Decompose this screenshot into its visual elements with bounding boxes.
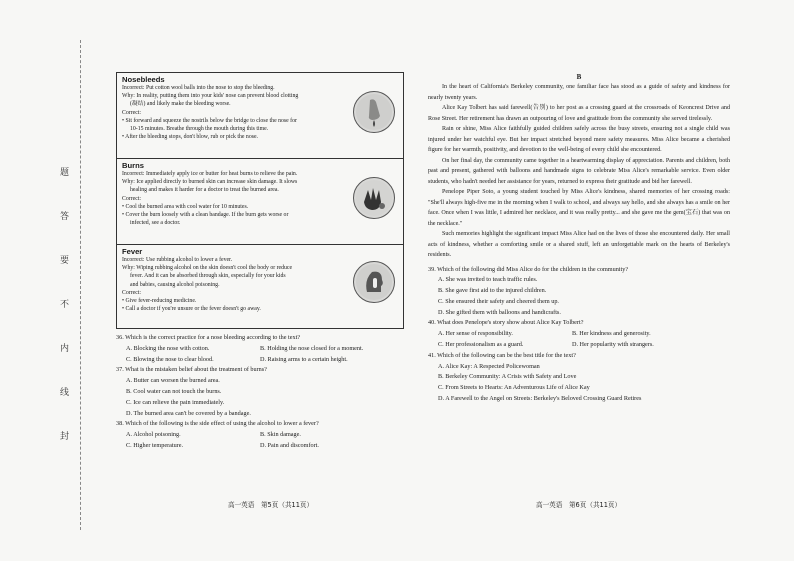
answer-option: A. Butter can worsen the burned area. <box>126 377 220 385</box>
section-line: • Cool the burned area with cool water for 10 minutes. <box>122 203 249 210</box>
answer-option: D. Raising arms to a certain height. <box>260 355 348 363</box>
question-stem: 38. Which of the following is the side effect of using the alcohol to lower a fever? <box>116 420 319 428</box>
binding-glyph: 答 <box>60 212 70 222</box>
section-title: Nosebleeds <box>122 75 165 84</box>
page-footer-left: 高一英语 第5页（共11页） <box>228 501 314 509</box>
binding-margin <box>58 40 102 530</box>
answer-option: A. Alcohol poisoning. <box>126 431 181 439</box>
answer-option: B. She gave first aid to the injured children. <box>438 287 547 295</box>
binding-glyph: 线 <box>60 388 70 398</box>
answer-option: B. Skin damage. <box>260 431 301 439</box>
binding-glyph: 题 <box>60 168 70 178</box>
answer-option: B. Holding the nose closed for a moment. <box>260 344 364 352</box>
answer-option: A. She was invited to teach traffic rules. <box>438 276 538 284</box>
section-line: • Call a doctor if you're unsure or the fever doesn't go away. <box>122 306 261 313</box>
section-fever <box>117 245 403 328</box>
question-stem: 36. Which is the correct practice for a nose bleeding according to the text? <box>116 334 301 341</box>
answer-option: B. Cool water can not touch the burns. <box>126 387 222 395</box>
answer-option: D. Her popularity with strangers. <box>572 341 654 349</box>
option-row <box>116 344 404 355</box>
answer-option: C. Ice can relieve the pain immediately. <box>126 398 225 406</box>
passage-paragraph: Rain or shine, Miss Alice faithfully guided children safely across the busy streets, ensuring not a single child was injured under her watchful eye. But her impact stretched beyond mere safety measures. Miss Alice became a cherished figure for her warmth, positivity, and devotion to the well-being of every child she encountered. <box>428 126 730 153</box>
question-stem: 40. What does Penelope's story show about Alice Kay Tolbert? <box>428 319 584 327</box>
burn-hand-icon <box>353 177 395 219</box>
section-body <box>122 170 344 227</box>
section-line: healing and makes it harder for a doctor to treat the burned area. <box>130 187 279 194</box>
page-footer-right: 高一英语 第6页（共11页） <box>536 501 622 509</box>
passage-body <box>428 82 730 261</box>
left-page <box>116 72 404 452</box>
option-row <box>116 355 404 366</box>
answer-option: A. Alice Kay: A Respected Policewoman <box>438 362 540 370</box>
question-stem: 39. Which of the following did Miss Alice do for the children in the community? <box>428 265 629 273</box>
section-line: infected, see a doctor. <box>130 220 181 227</box>
section-line: and babies, causing alcohol poisoning. <box>130 281 220 288</box>
section-line: Incorrect: Put cotton wool balls into the nose to stop the bleeding. <box>122 85 275 91</box>
fever-head-icon <box>353 261 395 303</box>
section-line: Incorrect: Use rubbing alcohol to lower a fever. <box>122 257 233 263</box>
option-row <box>428 340 730 351</box>
option-row <box>116 441 404 452</box>
section-line: Incorrect: Immediately apply ice or butter for heat burns to relieve the pain. <box>122 171 298 177</box>
option-row <box>116 430 404 441</box>
section-line: Correct: <box>122 109 141 116</box>
section-line: • Cover the burn loosely with a clean bandage. If the burn gets worse or <box>122 212 289 219</box>
passage-paragraph: Alice Kay Tolbert has said farewell(告别) to her post as a crossing guard at the crossroads of Keoncrest Drive and Rose Street. Her retirement has drawn an outpouring of love and gratitude from the community she served tirelessly. <box>428 105 730 122</box>
question-stem: 41. Which of the following can be the best title for the text? <box>428 351 576 359</box>
section-line: • Give fever-reducing medicine. <box>122 298 197 305</box>
question-block-left <box>116 333 404 452</box>
answer-option: C. From Streets to Hearts: An Adventurous Life of Alice Kay <box>438 384 590 392</box>
section-line: Why: In reality, putting them into your kids' nose can prevent blood clotting <box>122 93 299 100</box>
section-line: fever. And it can be absorbed through skin, especially for your kids <box>130 273 286 280</box>
binding-glyph: 不 <box>60 300 70 310</box>
binding-glyph: 内 <box>60 344 70 354</box>
right-page <box>428 72 730 405</box>
answer-option: A. Her sense of responsibility. <box>438 330 513 338</box>
question-block-right <box>428 265 730 405</box>
section-body <box>122 84 344 141</box>
answer-option: D. A Farewell to the Angel on Streets: Berkeley's Beloved Crossing Guard Retires <box>438 395 642 403</box>
section-line: • After the bleeding stops, don't blow, rub or pick the nose. <box>122 134 259 141</box>
section-title: Burns <box>122 161 144 170</box>
passage-paragraph: In the heart of California's Berkeley community, one familiar face has stood as a guide of safety and kindness for nearly twenty years. <box>428 84 730 101</box>
nose-drip-icon <box>353 91 395 133</box>
answer-option: D. She gifted them with balloons and handicrafts. <box>438 308 561 316</box>
answer-option: D. Pain and discomfort. <box>260 441 319 449</box>
binding-line <box>80 40 81 530</box>
answer-option: C. Higher temperature. <box>126 441 184 449</box>
binding-glyph: 要 <box>60 256 70 266</box>
option-row <box>428 329 730 340</box>
section-body <box>122 256 344 313</box>
answer-option: C. Blowing the nose to clear blood. <box>126 355 214 363</box>
section-burns <box>117 159 403 245</box>
section-nosebleeds <box>117 73 403 159</box>
passage-paragraph: Such memories highlight the significant impact Miss Alice had on the lives of those she encountered daily. Her small acts of kindness, whether a comforting smile or a shared stuff, left an unforgettable mark on the hearts of Berkeley's residents. <box>428 231 730 258</box>
first-aid-table <box>116 72 404 329</box>
answer-option: C. She ensured their safety and cheered them up. <box>438 297 559 305</box>
section-line: Correct: <box>122 195 141 202</box>
answer-option: D. The burned area can't be covered by a bandage. <box>126 409 251 417</box>
section-line: Correct: <box>122 289 141 296</box>
section-line: Why: Ice applied directly to burned skin can increase skin damage. It slows <box>122 179 298 186</box>
answer-option: A. Blocking the nose with cotton. <box>126 344 210 352</box>
answer-option: B. Her kindness and generosity. <box>572 330 651 338</box>
section-line: 10-15 minutes. Breathe through the mouth during this time. <box>130 126 269 133</box>
passage-heading: B <box>576 73 582 81</box>
question-stem: 37. What is the mistaken belief about the treatment of burns? <box>116 366 267 374</box>
binding-glyph: 封 <box>60 432 70 442</box>
passage-paragraph: On her final day, the community came together in a heartwarming display of appreciation. Parents and children, both past and present, gathered with balloons and handmade signs to celebrate Miss Alice's remarkable service. Even older students, who hadn't needed her assistance for years, returned to express their gratitude and bid her farewell. <box>428 157 730 185</box>
passage-paragraph: Penelope Piper Soto, a young student touched by Miss Alice's kindness, shared memories of her crossing roads: "She'll always high-five me in the morning when I walk to school, and always say hello, and she always has a smile on her face. Once when I was little, I admired her necklace, and it was really pretty... and she gave me the gem(宝石) that was on the necklace." <box>428 189 730 227</box>
section-line: • Sit forward and squeeze the nostrils below the bridge to close the nose for <box>122 117 297 124</box>
section-line: (凝结) and likely make the bleeding worse. <box>130 101 231 108</box>
answer-option: C. Her professionalism as a guard. <box>438 341 524 349</box>
section-title: Fever <box>122 247 143 256</box>
answer-option: B. Berkeley Community: A Crisis with Safety and Love <box>438 373 577 381</box>
section-line: Why: Wiping rubbing alcohol on the skin doesn't cool the body or reduce <box>122 265 293 272</box>
